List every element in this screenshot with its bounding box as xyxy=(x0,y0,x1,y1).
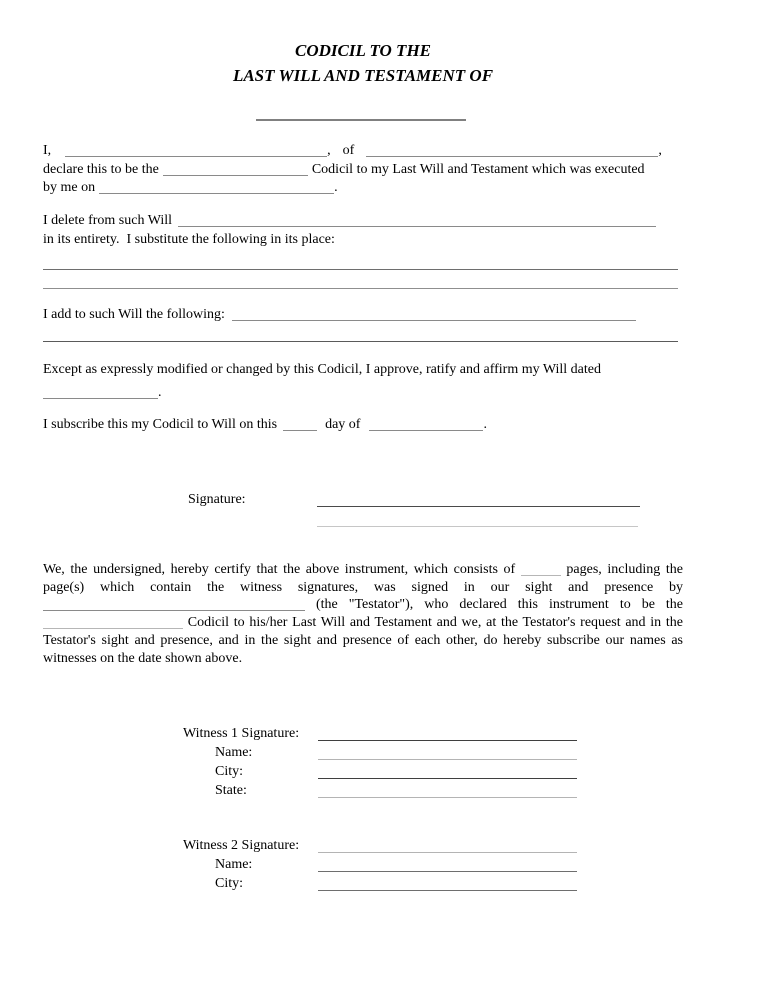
subscribe-clause xyxy=(43,416,683,435)
codicil-ordinal-field[interactable] xyxy=(163,161,308,176)
signature-label: Signature: xyxy=(188,492,246,507)
witness2-city-row xyxy=(183,874,583,893)
execution-date-field[interactable] xyxy=(99,179,334,194)
certification-part3: (the "Testator"), who declared this instrument to be the xyxy=(316,597,684,613)
witness1-state-row xyxy=(183,781,583,800)
testator-name-title-field[interactable] xyxy=(256,119,466,121)
certify-ordinal-field[interactable] xyxy=(43,614,183,629)
subscribe-day-field[interactable] xyxy=(283,416,317,431)
pages-count-field[interactable] xyxy=(521,561,561,576)
declaration-name-field[interactable] xyxy=(65,142,327,157)
witness-certification-paragraph xyxy=(43,561,683,667)
witness2-signature-row xyxy=(183,836,583,855)
comma: , xyxy=(327,143,331,158)
declaration-line2-pre: declare this to be the xyxy=(43,161,159,177)
signature-secondary-line[interactable] xyxy=(317,512,638,527)
declaration-residence-field[interactable] xyxy=(366,142,658,157)
declaration-of: of xyxy=(342,143,355,158)
certification-part2: pages, including the page(s) which contain the witness signatures, was signed in our sight and presence by xyxy=(43,562,683,595)
declaration-paragraph xyxy=(43,142,683,198)
certify-testator-name-field[interactable] xyxy=(43,596,305,611)
certification-part1: We, the undersigned, hereby certify that the above instrument, which consists of xyxy=(43,562,516,577)
witness2-name-label: Name: xyxy=(215,857,253,872)
delete-line1-text: I delete from such Will xyxy=(43,213,173,228)
delete-line1 xyxy=(43,212,683,231)
witness1-block xyxy=(183,724,583,800)
ratify-clause xyxy=(43,361,683,380)
comma: , xyxy=(658,143,662,158)
witness1-signature-row xyxy=(183,724,583,743)
witness2-signature-label: Witness 2 Signature: xyxy=(183,838,300,853)
period: . xyxy=(334,180,338,196)
witness1-state-field[interactable] xyxy=(318,797,577,798)
declaration-line3-pre: by me on xyxy=(43,180,96,196)
ratify-line2 xyxy=(43,384,683,403)
certification-part4: Codicil to his/her Last Will and Testament and we, at the Testator's request and in the Testator's sight and presence, and in the sight and presence of each other, do hereby subscribe our names as witnesses on the date shown above. xyxy=(43,615,684,666)
subscribe-pre-text: I subscribe this my Codicil to Will on this xyxy=(43,417,278,432)
delete-line2-text: in its entirety. I substitute the following in its place: xyxy=(43,231,335,247)
witness2-block xyxy=(183,836,583,893)
period: . xyxy=(158,385,162,400)
witness1-signature-label: Witness 1 Signature: xyxy=(183,726,300,741)
add-text-field[interactable] xyxy=(232,306,636,321)
declaration-line2 xyxy=(43,161,683,180)
testator-signature-field[interactable] xyxy=(317,492,640,507)
subscribe-month-field[interactable] xyxy=(369,416,483,431)
witness1-signature-field[interactable] xyxy=(318,740,577,741)
delete-clause xyxy=(43,212,683,249)
period: . xyxy=(483,417,487,432)
document-title xyxy=(43,38,683,88)
declaration-line3 xyxy=(43,179,683,198)
witness1-name-field[interactable] xyxy=(318,759,577,760)
declaration-line2-post: Codicil to my Last Will and Testament which was executed xyxy=(311,161,645,177)
add-clause xyxy=(43,306,683,325)
add-clause-label: I add to such Will the following: xyxy=(43,307,225,322)
witness2-signature-field[interactable] xyxy=(318,852,577,853)
witness2-city-label: City: xyxy=(215,876,244,891)
add-text-line-2[interactable] xyxy=(43,341,678,342)
witness1-name-label: Name: xyxy=(215,745,253,760)
witness1-city-row xyxy=(183,762,583,781)
will-date-field[interactable] xyxy=(43,384,158,399)
subscribe-mid-text: day of xyxy=(325,417,361,432)
witness2-city-field[interactable] xyxy=(318,890,577,891)
declaration-line1 xyxy=(43,142,683,161)
witness1-state-label: State: xyxy=(215,783,247,798)
ratify-line1-text: Except as expressly modified or changed by this Codicil, I approve, ratify and affirm my Will dated xyxy=(43,362,601,377)
document-title-line1: CODICIL TO THE xyxy=(294,41,432,60)
witness1-name-row xyxy=(183,743,583,762)
declaration-intro: I, xyxy=(43,143,52,158)
witness1-city-label: City: xyxy=(215,764,244,779)
delete-provision-field[interactable] xyxy=(178,212,656,227)
witness2-name-field[interactable] xyxy=(318,871,577,872)
document-title-line2: LAST WILL AND TESTAMENT OF xyxy=(232,66,494,85)
witness1-city-field[interactable] xyxy=(318,778,577,779)
substitute-text-line-1[interactable] xyxy=(43,269,678,270)
witness2-name-row xyxy=(183,855,583,874)
substitute-text-line-2[interactable] xyxy=(43,288,678,289)
